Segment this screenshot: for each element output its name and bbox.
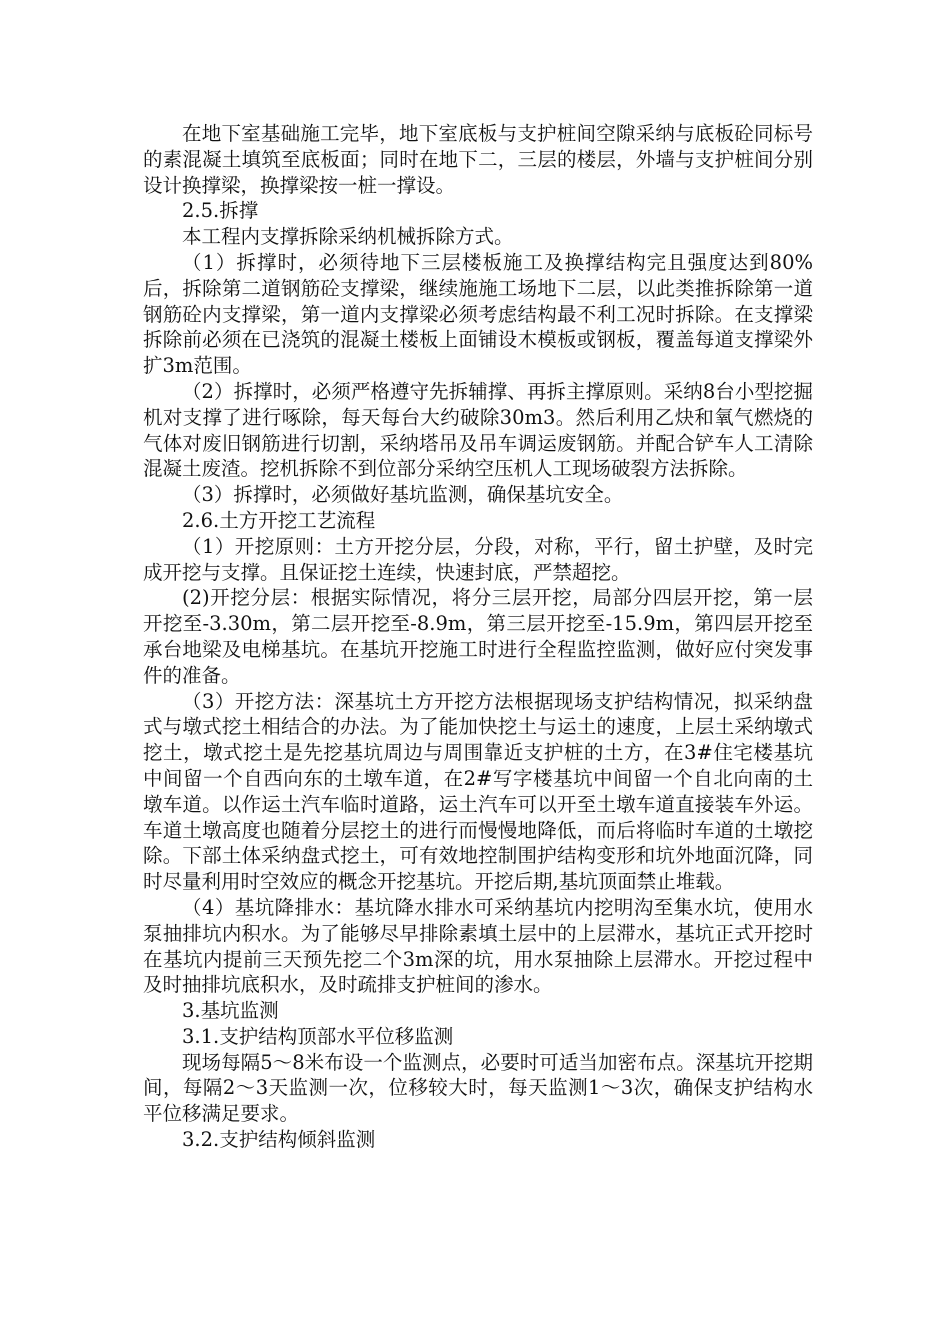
paragraph-backfill: 在地下室基础施工完毕，地下室底板与支护桩间空隙采纳与底板砼同标号的素混凝土填筑至底板面；同时在地下二，三层的楼层，外墙与支护桩间分别设计换撑梁，换撑梁按一桩一撑设。	[143, 122, 813, 197]
section-heading-3: 3.基坑监测	[182, 999, 279, 1023]
paragraph-excavation-layers: (2)开挖分层：根据实际情况，将分三层开挖，局部分四层开挖，第一层开挖至-3.30m，第二层开挖至-8.9m，第三层开挖至-15.9m，第四层开挖至承台地梁及电梯基坑。在基坑开挖施工时进行全程监控监测，做好应付突发事件的准备。	[143, 586, 813, 687]
paragraph-removal-step-1: （1）拆撑时，必须待地下三层楼板施工及换撑结构完且强度达到80%后，拆除第二道钢筋砼支撑梁，继续施施工场地下二层，以此类推拆除第一道钢筋砼内支撑梁，第一道内支撑梁必须考虑结构最不利工况时拆除。在支撑梁拆除前必须在已浇筑的混凝土楼板上面铺设木模板或钢板，覆盖每道支撑梁外扩3m范围。	[143, 250, 813, 378]
section-heading-3-2: 3.2.支护结构倾斜监测	[182, 1128, 376, 1152]
paragraph-removal-method: 本工程内支撑拆除采纳机械拆除方式。	[182, 225, 514, 249]
section-heading-2-5: 2.5.拆撑	[182, 199, 259, 223]
paragraph-dewatering: （4）基坑降排水：基坑降水排水可采纳基坑内挖明沟至集水坑，使用水泵抽排坑内积水。为了能够尽早排除素填土层中的上层滞水，基坑正式开挖时在基坑内提前三天预先挖二个3m深的坑，用水泵抽除上层滞水。开挖过程中及时抽排坑底积水，及时疏排支护桩间的渗水。	[143, 895, 813, 997]
section-heading-2-6: 2.6.土方开挖工艺流程	[182, 508, 376, 532]
paragraph-excavation-method: （3）开挖方法：深基坑土方开挖方法根据现场支护结构情况，拟采纳盘式与墩式挖土相结合的办法。为了能加快挖土与运土的速度，上层土采纳墩式挖土，墩式挖土是先挖基坑周边与周围靠近支护桩的土方，在3#住宅楼基坑中间留一个自西向东的土墩车道，在2#写字楼基坑中间留一个自北向南的土墩车道。以作运土汽车临时道路，运土汽车可以开至土墩车道直接装车外运。车道土墩高度也随着分层挖土的进行而慢慢地降低，而后将临时车道的土墩挖除。下部土体采纳盘式挖土，可有效地控制围护结构变形和坑外地面沉降，同时尽量利用时空效应的概念开挖基坑。开挖后期,基坑顶面禁止堆载。	[143, 689, 813, 894]
paragraph-removal-step-3: （3）拆撑时，必须做好基坑监测，确保基坑安全。	[182, 483, 624, 507]
paragraph-monitoring-points: 现场每隔5～8米布设一个监测点，必要时可适当加密布点。深基坑开挖期间，每隔2～3天监测一次，位移较大时，每天监测1～3次，确保支护结构水平位移满足要求。	[143, 1050, 813, 1126]
section-heading-3-1: 3.1.支护结构顶部水平位移监测	[182, 1024, 454, 1048]
document-body	[143, 121, 813, 1153]
paragraph-excavation-principle: （1）开挖原则：土方开挖分层，分段，对称，平行，留土护壁，及时完成开挖与支撑。且保证挖土连续，快速封底，严禁超挖。	[143, 534, 813, 584]
paragraph-removal-step-2: （2）拆撑时，必须严格遵守先拆辅撑、再拆主撑原则。采纳8台小型挖掘机对支撑了进行啄除，每天每台大约破除30m3。然后利用乙炔和氧气燃烧的气体对废旧钢筋进行切割，采纳塔吊及吊车调运废钢筋。并配合铲车人工清除混凝土废渣。挖机拆除不到位部分采纳空压机人工现场破裂方法拆除。	[143, 379, 813, 481]
